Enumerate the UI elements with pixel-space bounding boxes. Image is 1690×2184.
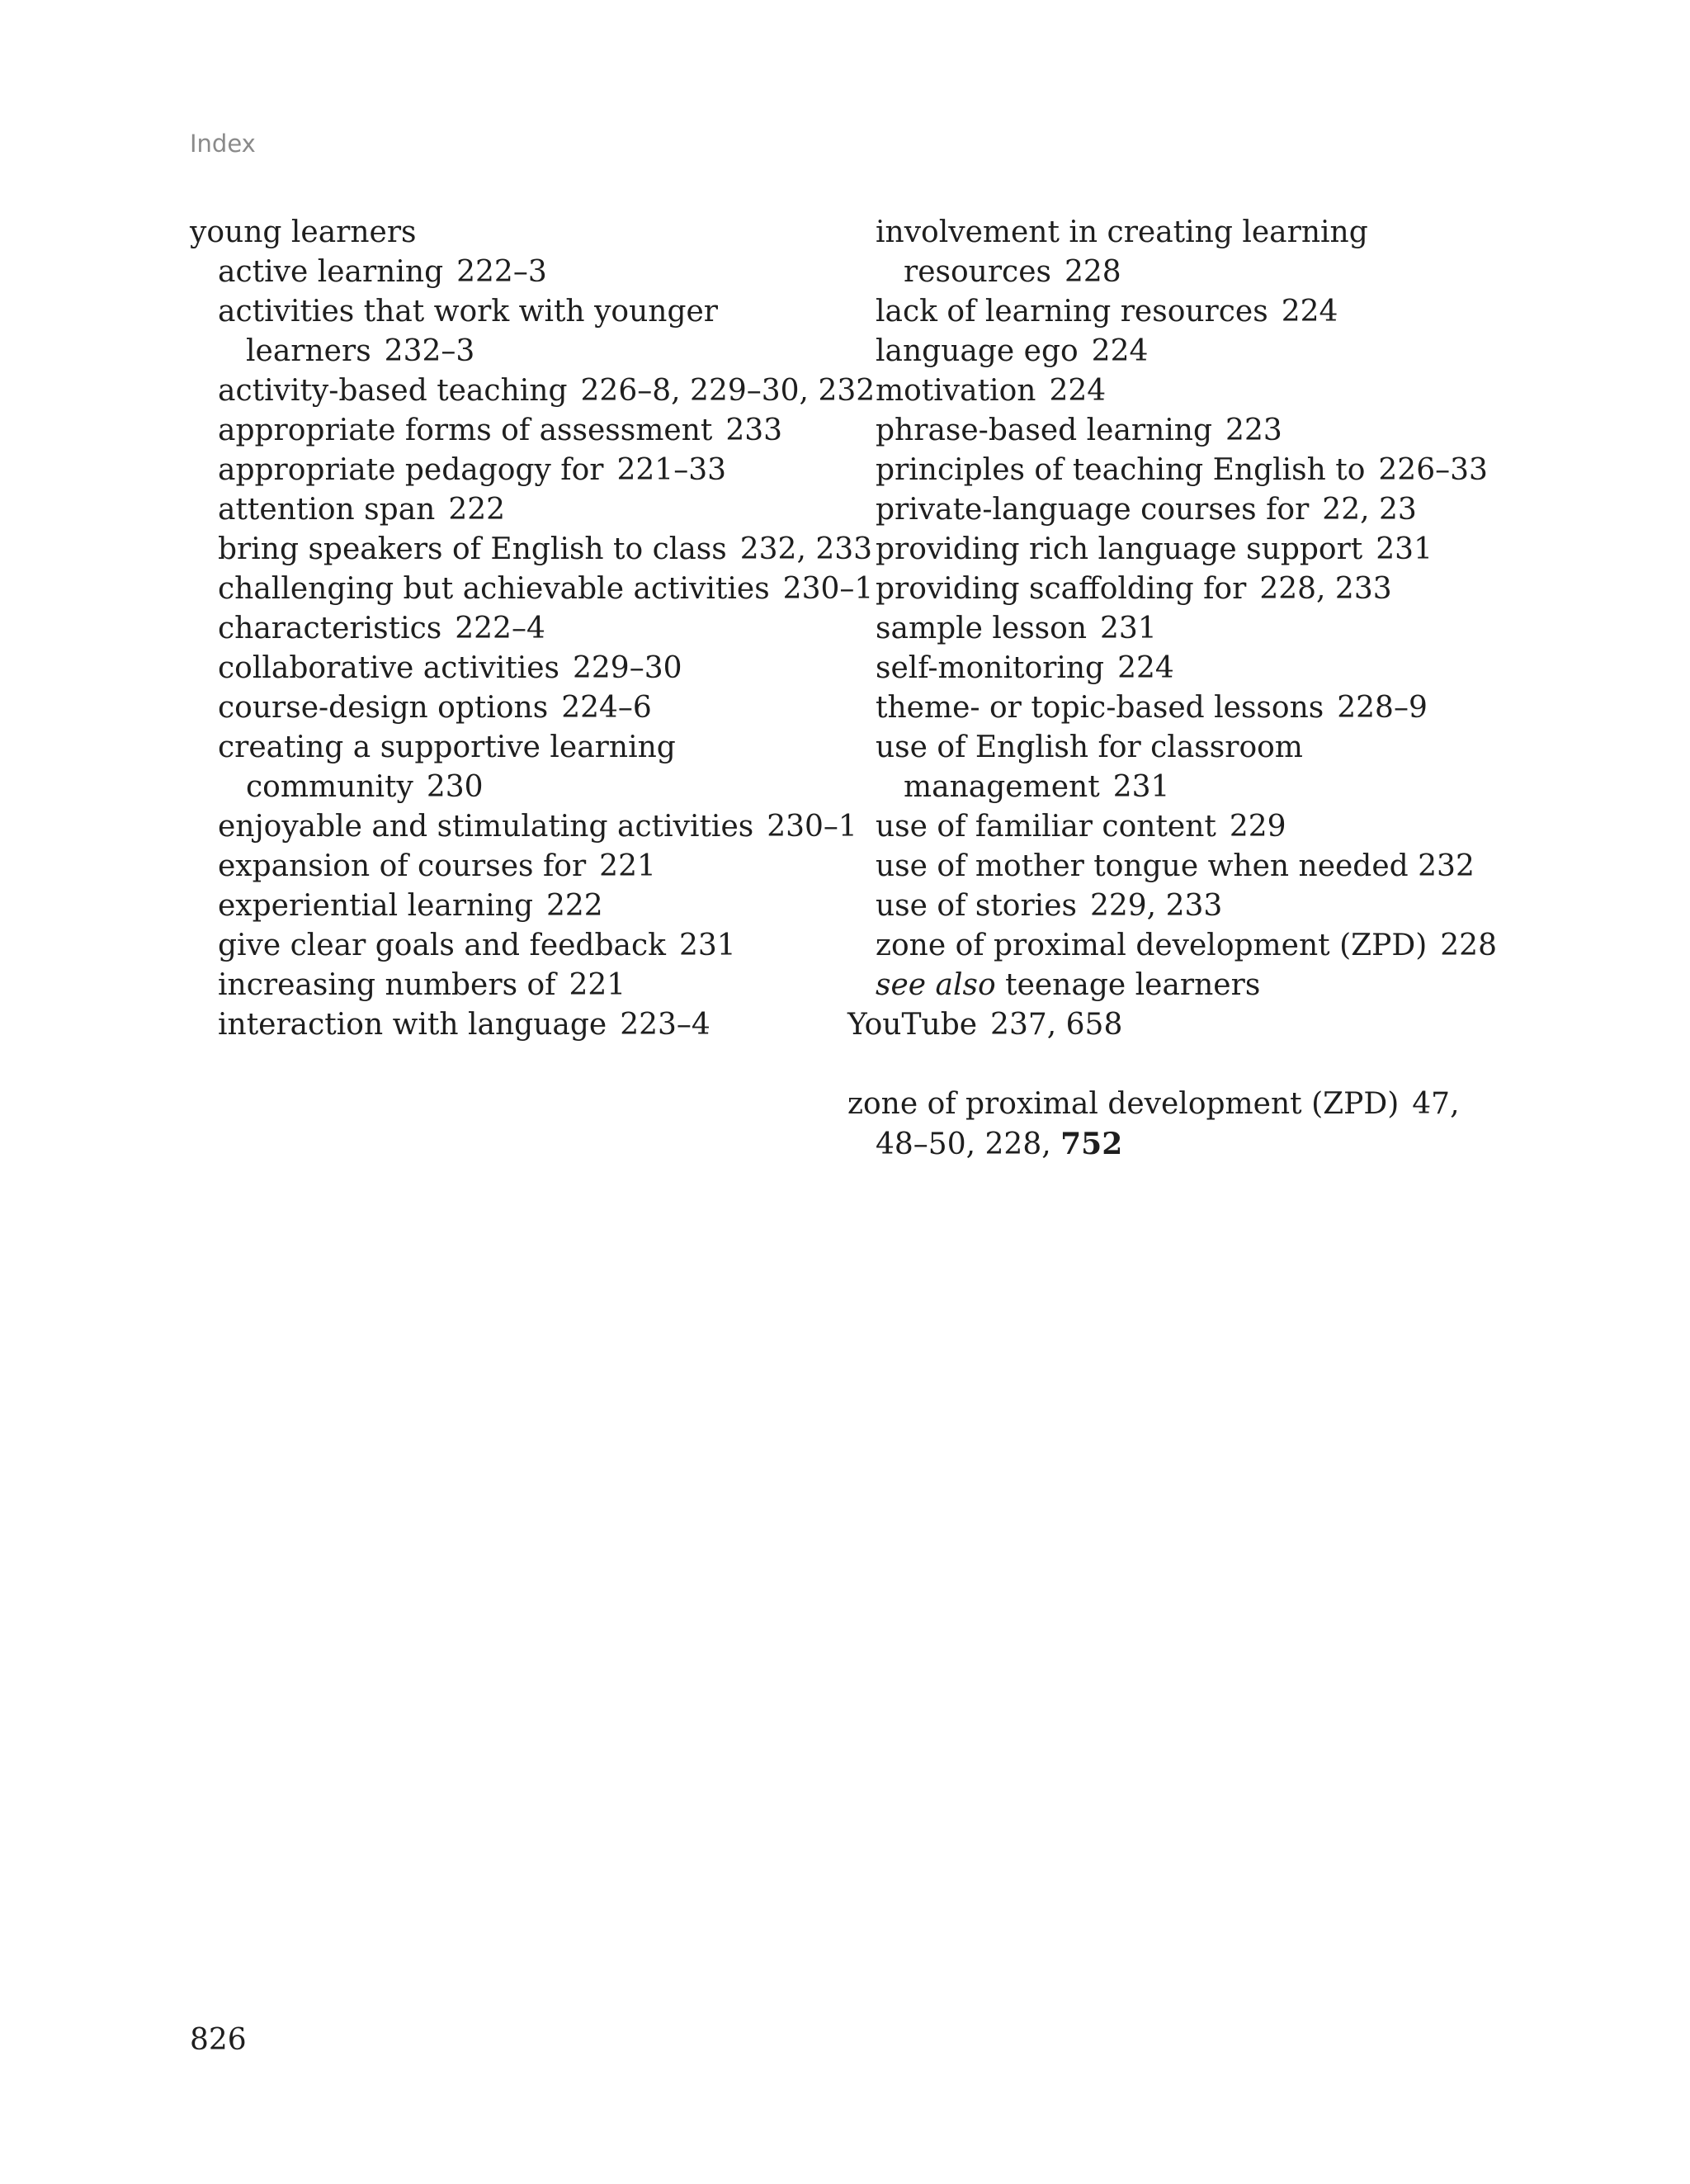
index-term: use of English for classroom: [876, 730, 1303, 764]
page-references: 222: [546, 889, 603, 923]
page-references: 232: [1418, 849, 1475, 883]
index-subentry: [190, 411, 881, 451]
page-references: 48–50, 228,: [876, 1127, 1061, 1161]
page-references: 228–9: [1337, 691, 1428, 725]
page-references: 233: [815, 532, 873, 566]
index-term: language ego: [876, 334, 1079, 368]
index-term: creating a supportive learning: [218, 730, 676, 764]
index-subentry: [847, 332, 1539, 371]
index-term: management: [904, 770, 1100, 804]
page-references: 221: [569, 968, 626, 1002]
page-references: 231: [1376, 532, 1433, 566]
index-term: use of stories: [876, 889, 1077, 923]
index-subentry: [190, 886, 881, 926]
index-subentry: [847, 490, 1539, 530]
index-subentry: [847, 728, 1539, 807]
index-term: activities that work with younger: [218, 295, 719, 329]
index-subentry: [847, 371, 1539, 411]
index-term: lack of learning resources: [876, 295, 1268, 329]
index-subentry: [190, 609, 881, 649]
index-term: bring speakers of English to class: [218, 532, 727, 566]
index-subentry: [847, 807, 1539, 847]
index-subentry: [847, 570, 1539, 609]
index-subentry: [847, 411, 1539, 451]
index-subentry: [190, 490, 881, 530]
index-term: characteristics: [218, 612, 442, 645]
page-references: 231: [1112, 770, 1170, 804]
index-term: theme- or topic-based lessons: [876, 691, 1324, 725]
index-subentry: [847, 886, 1539, 926]
index-term: active learning: [218, 255, 444, 289]
page-number: 826: [190, 2023, 247, 2057]
index-main-entry: [847, 1085, 1511, 1165]
entry-gap: [847, 1045, 1508, 1085]
index-term: use of mother tongue when needed: [876, 849, 1409, 883]
page-references: 228, 233: [1259, 572, 1392, 606]
index-term: providing rich language support: [876, 532, 1363, 566]
index-subentry: [847, 966, 1539, 1005]
page-references: 224–6: [561, 691, 652, 725]
page-references: 222: [448, 493, 506, 527]
index-term: course-design options: [218, 691, 549, 725]
page-references: 231: [1100, 612, 1157, 645]
page-references: 237, 658: [990, 1008, 1123, 1042]
index-term: activities: [633, 572, 770, 606]
index-term: activity-based teaching: [218, 374, 568, 408]
page-references: 224: [1091, 334, 1149, 368]
index-subentry: [847, 213, 1539, 292]
page-references: 22, 23: [1322, 493, 1417, 527]
index-subentry: [847, 292, 1539, 332]
page-references: 229, 233: [1089, 889, 1223, 923]
page-references: 224: [1117, 651, 1174, 685]
index-subentry: [847, 649, 1539, 688]
index-subentry: [847, 688, 1539, 728]
page-references: 224: [1049, 374, 1107, 408]
index-term: community: [246, 770, 413, 804]
index-term: zone of proximal development (ZPD): [847, 1087, 1400, 1121]
index-subentry: [190, 807, 881, 847]
index-subentry: [847, 530, 1539, 570]
index-subentry: [190, 292, 881, 371]
page-references: 230–1: [782, 572, 874, 606]
index-term: YouTube: [847, 1008, 978, 1042]
index-term: enjoyable and stimulating: [218, 810, 608, 844]
running-head: Index: [190, 130, 256, 158]
index-subentry: [847, 926, 1539, 966]
index-term: resources: [904, 255, 1051, 289]
page-references: 222–4: [455, 612, 545, 645]
page-references: 228: [1065, 255, 1121, 289]
page-references: 226–8, 229–30,: [580, 374, 809, 408]
page-references: 223: [1225, 414, 1282, 447]
page-references: 230: [426, 770, 484, 804]
page-references: 228: [1440, 929, 1497, 962]
index-subentry: [190, 1005, 881, 1045]
index-term: give clear goals and feedback: [218, 929, 666, 962]
index-main-entry: [190, 213, 853, 253]
index-term: collaborative activities: [218, 651, 559, 685]
page-references: 232,: [739, 532, 806, 566]
page-references: 221: [599, 849, 656, 883]
index-subentry: [847, 847, 1539, 886]
index-term: phrase-based learning: [876, 414, 1213, 447]
cross-reference: teenage learners: [1005, 968, 1261, 1002]
index-subentry: [190, 649, 881, 688]
index-term: self-monitoring: [876, 651, 1105, 685]
index-subentry: [190, 371, 881, 411]
index-term: expansion of courses for: [218, 849, 587, 883]
page-references: 226–33: [1378, 453, 1488, 487]
index-term: activities: [617, 810, 754, 844]
index-subentry: [190, 530, 881, 570]
index-term: interaction with language: [218, 1008, 607, 1042]
index-term: motivation: [876, 374, 1036, 408]
see-also-label: see also: [876, 968, 996, 1002]
index-term: attention span: [218, 493, 436, 527]
index-term: use of familiar content: [876, 810, 1216, 844]
index-term: sample lesson: [876, 612, 1088, 645]
index-term: involvement in creating learning: [876, 215, 1368, 249]
index-column-right: [847, 213, 1508, 1165]
index-column-left: [190, 213, 876, 1045]
page-references: 233: [725, 414, 783, 447]
index-main-entry: [847, 1005, 1511, 1045]
index-subentry: [190, 926, 881, 966]
index-subentry: [190, 688, 881, 728]
index-term: providing scaffolding for: [876, 572, 1247, 606]
index-subentry: [190, 728, 881, 807]
page-references: 47,: [1412, 1087, 1460, 1121]
index-term: increasing numbers of: [218, 968, 556, 1002]
index-term: zone of proximal development (ZPD): [876, 929, 1428, 962]
index-term: challenging but achievable: [218, 572, 624, 606]
page-references: 232: [818, 374, 876, 408]
page-references: 224: [1281, 295, 1338, 329]
page-references: 230–1: [767, 810, 857, 844]
index-subentry: [190, 451, 881, 490]
index-term: experiential learning: [218, 889, 533, 923]
page-references: 221–33: [616, 453, 727, 487]
index-term: young learners: [190, 215, 417, 249]
index-term: appropriate pedagogy for: [218, 453, 604, 487]
page-references: 222–3: [456, 255, 547, 289]
index-subentry: [190, 966, 881, 1005]
page-references: 229–30: [573, 651, 682, 685]
index-term: learners: [246, 334, 371, 368]
page-references: 223–4: [620, 1008, 710, 1042]
page-reference-bold: 752: [1060, 1127, 1123, 1161]
index-subentry: [190, 847, 881, 886]
page-references: 232–3: [384, 334, 475, 368]
page-references: 231: [678, 929, 736, 962]
index-term: private-language courses for: [876, 493, 1310, 527]
index-subentry: [190, 253, 881, 292]
index-term: principles of teaching English to: [876, 453, 1366, 487]
index-subentry: [847, 451, 1539, 490]
index-subentry: [190, 570, 881, 609]
page-references: 229: [1229, 810, 1286, 844]
index-subentry: [847, 609, 1539, 649]
index-term: appropriate forms of assessment: [218, 414, 713, 447]
